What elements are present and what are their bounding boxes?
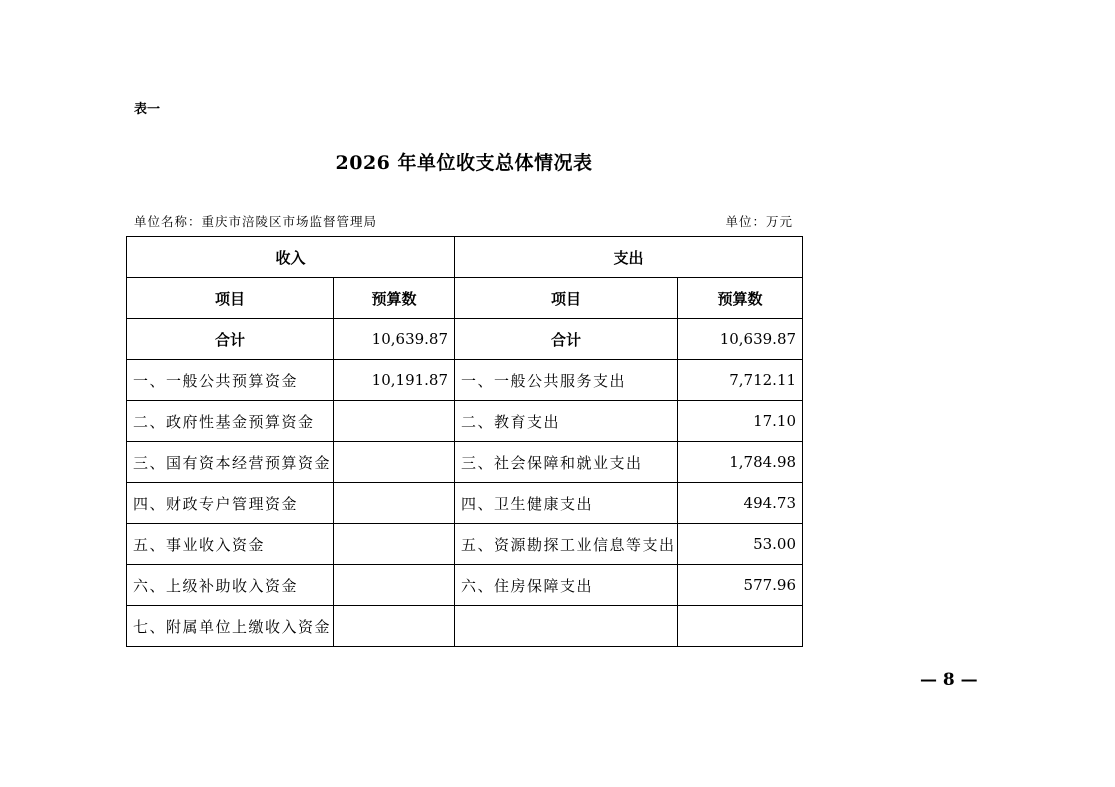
expense-value: 577.96 (678, 565, 803, 606)
income-total-label: 合计 (127, 319, 334, 360)
expense-item-header: 项目 (455, 278, 678, 319)
expense-item: 五、资源勘探工业信息等支出 (455, 524, 678, 565)
income-value (334, 401, 455, 442)
income-value (334, 483, 455, 524)
budget-table (126, 236, 803, 647)
section-header-row (127, 237, 803, 278)
table-row (127, 442, 803, 483)
expense-value: 1,784.98 (678, 442, 803, 483)
income-total-value: 10,639.87 (334, 319, 455, 360)
column-header-row (127, 278, 803, 319)
expense-item: 六、住房保障支出 (455, 565, 678, 606)
table-row (127, 401, 803, 442)
expense-item: 三、社会保障和就业支出 (455, 442, 678, 483)
table-row (127, 565, 803, 606)
income-value (334, 524, 455, 565)
expense-header: 支出 (455, 237, 803, 278)
expense-item: 二、教育支出 (455, 401, 678, 442)
income-item: 三、国有资本经营预算资金 (127, 442, 334, 483)
income-value (334, 565, 455, 606)
income-item: 五、事业收入资金 (127, 524, 334, 565)
income-item-header: 项目 (127, 278, 334, 319)
income-item: 二、政府性基金预算资金 (127, 401, 334, 442)
expense-value: 17.10 (678, 401, 803, 442)
table-row (127, 524, 803, 565)
unit-measure: 单位：万元 (725, 214, 793, 229)
expense-value: 7,712.11 (678, 360, 803, 401)
table-row (127, 360, 803, 401)
expense-total-value: 10,639.87 (678, 319, 803, 360)
expense-value (678, 606, 803, 647)
income-item: 一、一般公共预算资金 (127, 360, 334, 401)
income-header: 收入 (127, 237, 455, 278)
document-title: 2026 年单位收支总体情况表 (335, 152, 593, 174)
table-label: 表一 (134, 102, 161, 117)
page-number: — 8 — (920, 670, 978, 690)
income-item: 四、财政专户管理资金 (127, 483, 334, 524)
expense-value: 494.73 (678, 483, 803, 524)
table-row (127, 606, 803, 647)
expense-item: 一、一般公共服务支出 (455, 360, 678, 401)
table-row (127, 483, 803, 524)
expense-value: 53.00 (678, 524, 803, 565)
income-budget-header: 预算数 (334, 278, 455, 319)
expense-budget-header: 预算数 (678, 278, 803, 319)
total-row (127, 319, 803, 360)
unit-name: 单位名称：重庆市涪陵区市场监督管理局 (134, 214, 378, 229)
income-value (334, 442, 455, 483)
income-item: 七、附属单位上缴收入资金 (127, 606, 334, 647)
income-item: 六、上级补助收入资金 (127, 565, 334, 606)
expense-item (455, 606, 678, 647)
expense-item: 四、卫生健康支出 (455, 483, 678, 524)
income-value: 10,191.87 (334, 360, 455, 401)
expense-total-label: 合计 (455, 319, 678, 360)
income-value (334, 606, 455, 647)
